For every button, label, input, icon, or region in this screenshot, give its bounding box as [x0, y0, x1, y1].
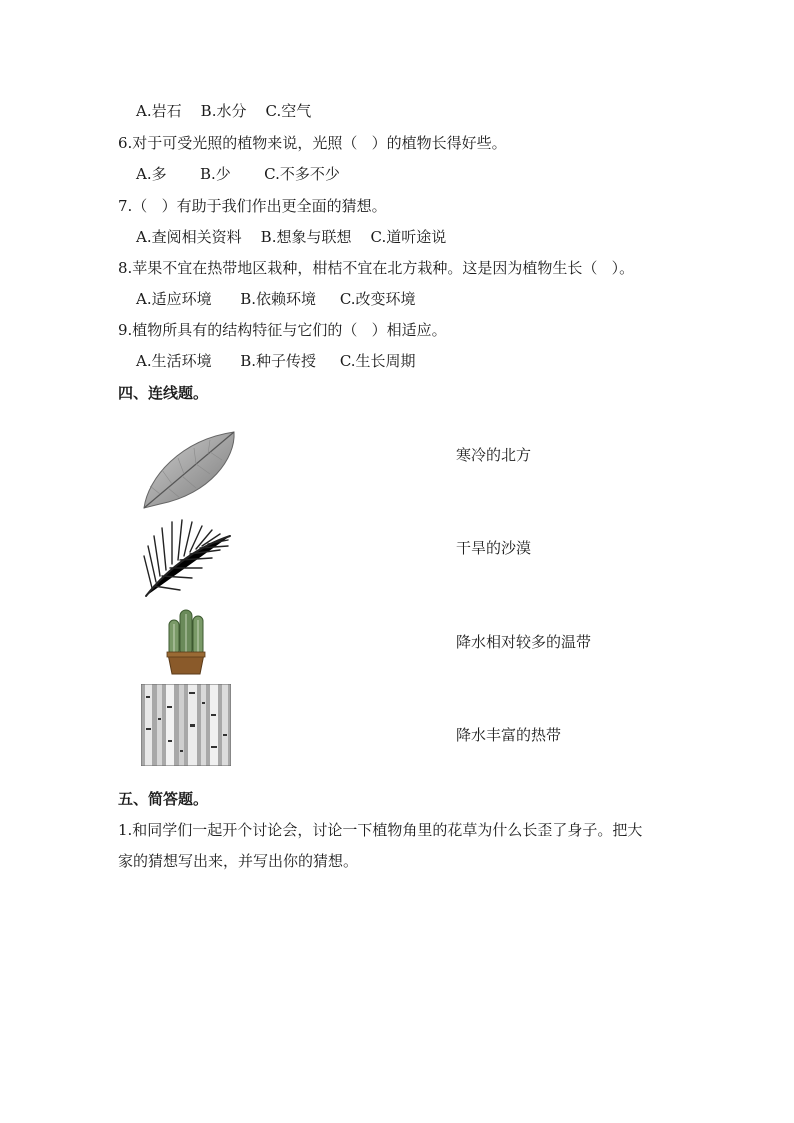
cactus-image	[164, 604, 208, 676]
match-right-item-1: 寒冷的北方	[456, 446, 532, 464]
q9-text: 9.植物所具有的结构特征与它们的（ ）相适应。	[118, 321, 447, 339]
q9-options: A.生活环境 B.种子传授 C.生长周期	[136, 352, 416, 370]
q5-options: A.岩石 B.水分 C.空气	[136, 102, 312, 120]
birch-forest-image	[141, 684, 231, 766]
q7-text: 7.（ ）有助于我们作出更全面的猜想。	[118, 197, 387, 215]
q6-text: 6.对于可受光照的植物来说，光照（ ）的植物长得好些。	[118, 134, 507, 152]
q7-options: A.查阅相关资料 B.想象与联想 C.道听途说	[136, 228, 447, 246]
match-right-item-3: 降水相对较多的温带	[456, 633, 592, 651]
palm-frond-image	[140, 516, 232, 598]
section5-heading: 五、简答题。	[118, 790, 209, 808]
match-right-item-2: 干旱的沙漠	[456, 539, 532, 557]
q6-options: A.多 B.少 C.不多不少	[136, 165, 340, 183]
banana-leaf-image	[140, 428, 240, 512]
match-right-item-4: 降水丰富的热带	[456, 726, 562, 744]
q8-text: 8.苹果不宜在热带地区栽种，柑桔不宜在北方栽种。这是因为植物生长（ ）。	[118, 259, 635, 277]
section4-heading: 四、连线题。	[118, 384, 209, 402]
section5-q1-line1: 1.和同学们一起开个讨论会，讨论一下植物角里的花草为什么长歪了身子。把大	[118, 821, 643, 839]
q8-options: A.适应环境 B.依赖环境 C.改变环境	[136, 290, 416, 308]
section5-q1-line2: 家的猜想写出来，并写出你的猜想。	[118, 852, 359, 870]
